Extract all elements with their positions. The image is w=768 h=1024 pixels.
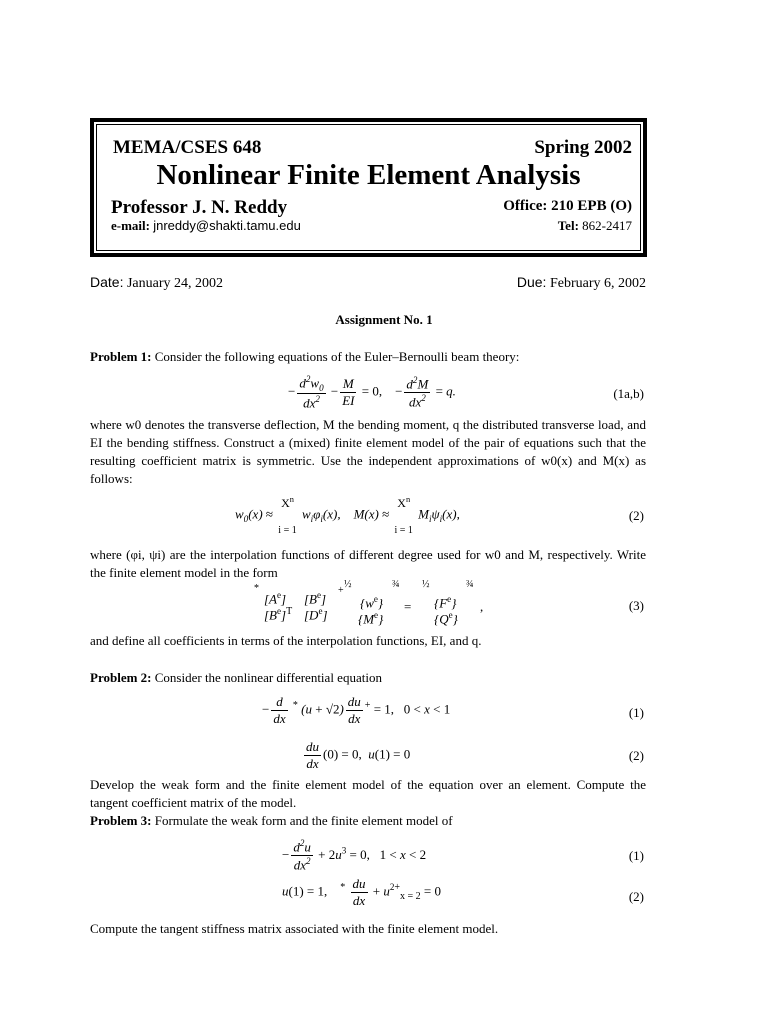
problem2-equation-1: − $\frac{d}{dx}$ * (u + √2) $\frac{du}{dx}$ + = 1, 0 < x < 1 (262, 694, 451, 726)
course-term: Spring 2002 (534, 137, 632, 158)
email-label: e-mail: (111, 218, 150, 233)
date-value: January 24, 2002 (126, 276, 224, 291)
problem1-eq2-number: (2) (628, 508, 644, 523)
problem1-intro (90, 348, 646, 366)
problem2-intro (90, 669, 646, 687)
tel-value: 862-2417 (582, 218, 632, 233)
professor-name: Professor J. N. Reddy (111, 197, 288, 218)
problem3-intro-text: Formulate the weak form and the finite element model of (154, 813, 453, 828)
tel-info (558, 218, 632, 234)
course-code: MEMA/CSES 648 (113, 137, 262, 158)
assignment-title: Assignment No. 1 (335, 312, 433, 327)
office-info (503, 198, 632, 215)
problem3-para: Compute the tangent stiffness matrix associated with the finite element model. (90, 921, 499, 936)
problem1-para1: where w0 denotes the transverse deflection, M the bending moment, q the distributed transverse load, and EI the bending stiffness. Construct a (mixed) finite element model of the pair of equations such that the resulting coefficient matrix is symmetric. Use the independent approximations of w0(x) and M(x) as follows: (90, 417, 646, 486)
problem1-intro-text: Consider the following equations of the Euler–Bernoulli beam theory: (154, 349, 520, 364)
course-title: Nonlinear Finite Element Analysis (156, 159, 581, 191)
date-assigned (90, 274, 223, 292)
office-label: Office: (503, 198, 548, 214)
problem1-para2: where (φi, ψi) are the interpolation functions of different degree used for w0 and M, respectively. Write the finite element model in the form (90, 547, 646, 580)
problem1-eq3-number: (3) (628, 598, 644, 613)
problem1-eq1-number: (1a,b) (613, 386, 644, 401)
email-info (111, 218, 301, 234)
office-value: 210 EPB (O) (551, 198, 632, 214)
problem3-eq1-number: (1) (628, 848, 644, 863)
email-value: jnreddy@shakti.tamu.edu (153, 218, 301, 233)
problem2-equation-2: $\frac{du}{dx}$ (0) = 0, u(1) = 0 (306, 739, 411, 771)
problem1-para3: and define all coefficients in terms of the interpolation functions, EI, and q. (90, 633, 482, 648)
problem3-equation-1: − $\frac{d^2u}{dx^2}$ + $2u^3 = 0$, 1 < x < 2 (282, 838, 427, 873)
date-label: Date: (90, 274, 124, 290)
problem2-eq1-number: (1) (628, 705, 644, 720)
due-label: Due: (516, 274, 547, 290)
due-value: February 6, 2002 (549, 276, 646, 291)
course-header-inner (96, 124, 641, 251)
problem3-eq2-number: (2) (628, 889, 644, 904)
course-header-box (90, 118, 647, 257)
problem1-equation-2: $w_0(x)$ ≈ $X^n$ i = 1 $w_i\varphi_i(x)$, M(x) ≈ $X^n$ i = 1 $M_i\psi_i(x)$, (235, 495, 460, 536)
tel-label: Tel: (557, 218, 579, 233)
problem3-intro (90, 812, 646, 830)
problem3-equation-2: u(1) = 1, * $\frac{du}{dx}$ + $u^{2+}_{x = 2} = 0$ (282, 876, 442, 908)
problem2-eq2-number: (2) (628, 748, 644, 763)
problem2-label: Problem 2: (90, 670, 152, 685)
problem2-intro-text: Consider the nonlinear differential equation (154, 670, 382, 685)
problem1-label: Problem 1: (90, 349, 152, 364)
date-due (517, 274, 646, 292)
problem3-label: Problem 3: (90, 813, 152, 828)
problem1-equation-1ab: − $\frac{d^2w_0}{dx^2}$ − $\frac{M}{EI}$ = 0, − $\frac{d^2M}{dx^2}$ = q. (288, 374, 456, 411)
problem2-para: Develop the weak form and the finite element model of the equation over an element. Compute the tangent coefficient matrix of the model. (90, 777, 646, 810)
